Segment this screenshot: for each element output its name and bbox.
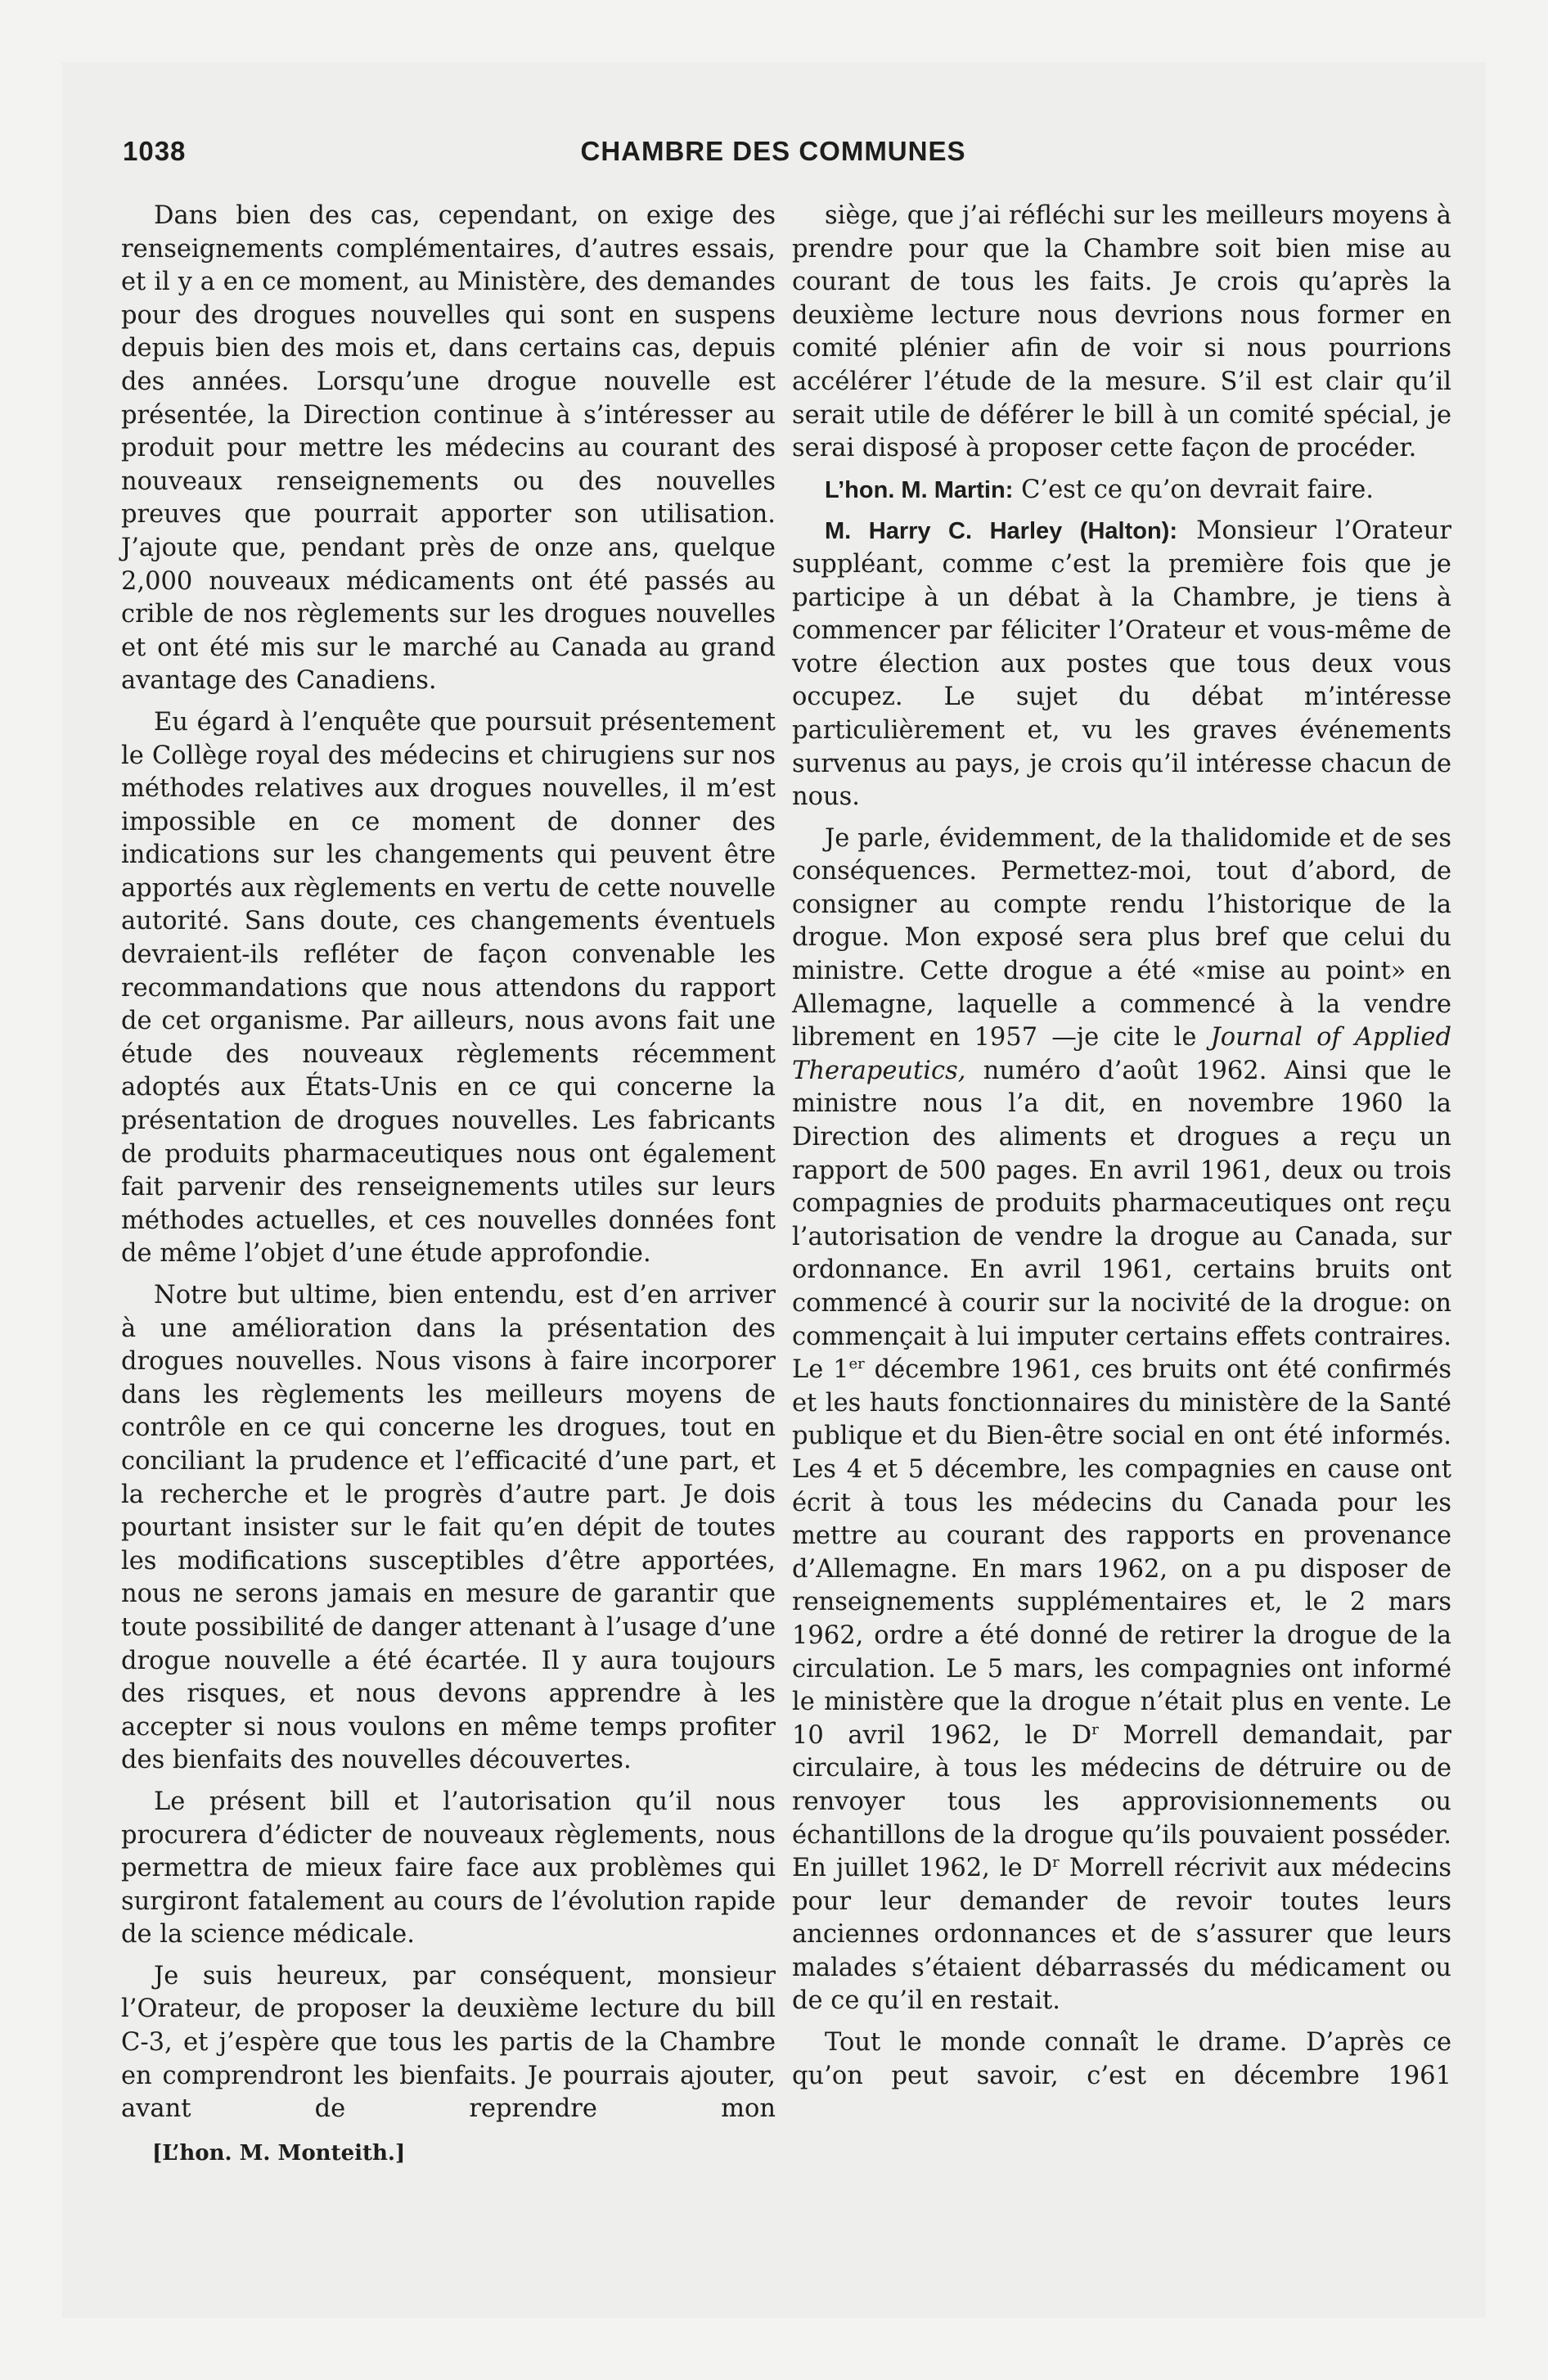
speech-text: C’est ce qu’on devrait faire.: [1021, 475, 1374, 504]
paragraph: siège, que j’ai réfléchi sur les meilleurs moyens à prendre pour que la Chambre soit bien mise au courant de tous les faits. Je crois qu’après la deuxième lecture nous devrions nous former en comité plénier afin de voir si nous pourrions accélérer l’étude de la mesure. S’il est clair qu’il serait utile de déférer le bill à un comité spécial, je serai disposé à proposer cette façon de procéder.: [792, 201, 1451, 463]
speaker-reference: [L’hon. M. Monteith.]: [152, 2141, 406, 2166]
paragraph: Le présent bill et l’autorisation qu’il nous procurera d’édicter de nouveaux règlements, nous permettra de mieux faire face aux problèmes qui surgiront fatalement au cours de l’évolution rapide de la science médicale.: [121, 1787, 776, 1950]
paragraph: Je suis heureux, par conséquent, monsieur l’Orateur, de proposer la deuxième lecture du bill C-3, et j’espère que tous les partis de la Chambre en comprendront les bienfaits. Je pourrais ajouter, avant de reprendre mon: [121, 1961, 776, 2124]
speech-text: numéro d’août 1962. Ainsi que le ministre nous l’a dit, en novembre 1960 la Direction des aliments et drogues a reçu un rapport de 500 pages. En avril 1961, deux ou trois compagnies de produits pharmaceutiques ont reçu l’autorisation de vendre la drogue au Canada, sur ordonnance. En avril 1961, certains bruits ont commencé à courir sur la nocivité de la drogue: on commençait à lui imputer certains effets contraires. Le 1: [792, 1056, 1451, 1385]
journal-title: Journal of Applied Therapeutics,: [792, 1023, 1451, 1085]
paragraph: Eu égard à l’enquête que poursuit présentement le Collège royal des médecins et chirugiens sur nos méthodes relatives aux drogues nouvelles, il m’est impossible en ce moment de donner des indications sur les changements qui peuvent être apportés aux règlements en vertu de cette nouvelle autorité. Sans doute, ces changements éventuels devraient-ils refléter de façon convenable les recommandations que nous attendons du rapport de cet organisme. Par ailleurs, nous avons fait une étude des nouveaux règlements récemment adoptés aux États-Unis en ce qui concerne la présentation de drogues nouvelles. Les fabricants de produits pharmaceutiques nous ont également fait parvenir des renseignements utiles sur leurs méthodes actuelles, et ces nouvelles données font de même l’objet d’une étude approfondie.: [121, 707, 776, 1269]
paragraph: Dans bien des cas, cependant, on exige des renseignements complémentaires, d’autres essais, et il y a en ce moment, au Ministère, des demandes pour des drogues nouvelles qui sont en suspens depuis bien des mois et, dans certains cas, depuis des années. Lorsqu’une drogue nouvelle est présentée, la Direction continue à s’intéresser au produit pour mettre les médecins au courant des nouveaux renseignements ou des nouvelles preuves que pourrait apporter son utilisation. J’ajoute que, pendant près de onze ans, quelque 2,000 nouveaux médicaments ont été passés au crible de nos règlements sur les drogues nouvelles et ont été mis sur le marché au Canada au grand avantage des Canadiens.: [121, 201, 776, 696]
right-column: [792, 200, 1451, 2101]
paragraph: [792, 515, 1451, 814]
speech-text: Monsieur l’Orateur suppléant, comme c’est la première fois que je participe à un débat à la Chambre, je tiens à commencer par féliciter l’Orateur et vous-même de votre élection aux postes que tous deux vous occupez. Le sujet du débat m’intéresse particulièrement et, vu les graves événements survenus au pays, je crois qu’il intéresse chacun de nous.: [792, 516, 1451, 812]
running-head: CHAMBRE DES COMMUNES: [580, 136, 966, 166]
paragraph: [792, 474, 1451, 507]
paragraph: Tout le monde connaît le drame. D’après ce qu’on peut savoir, c’est en décembre 1961: [792, 2028, 1451, 2090]
page-header: [123, 136, 1424, 172]
speech-text: Morrell récrivit aux médecins pour leur demander de revoir toutes leurs anciennes ordonnances et de s’assurer que leurs malades s’étaient débarrassés du médicament ou de ce qu’il en restait.: [792, 1854, 1452, 2016]
speaker-name: L’hon. M. Martin:: [825, 476, 1014, 503]
page-number: 1038: [123, 136, 187, 166]
paragraph: Notre but ultime, bien entendu, est d’en arriver à une amélioration dans la présentation des drogues nouvelles. Nous visons à faire incorporer dans les règlements les meilleurs moyens de contrôle en ce qui concerne les drogues, tout en conciliant la prudence et l’efficacité d’une part, et la recherche et le progrès d’autre part. Je dois pourtant insister sur le fait qu’en dépit de toutes les modifications susceptibles d’être apportées, nous ne serons jamais en mesure de garantir que toute possibilité de danger attenant à l’usage d’une drogue nouvelle a été écartée. Il y aura toujours des risques, et nous devons apprendre à les accepter si nous voulons en même temps profiter des bienfaits des nouvelles découvertes.: [121, 1281, 776, 1775]
speech-text: Je parle, évidemment, de la thalidomide et de ses conséquences. Permettez-moi, tout d’abord, de consigner au compte rendu l’historique de la drogue. Mon exposé sera plus bref que celui du ministre. Cette drogue a été «mise au point» en Allemagne, laquelle a commencé à la vendre librement en 1957 —je cite le: [792, 823, 1451, 1053]
left-column: [121, 200, 776, 2134]
title-superscript: r: [1091, 1720, 1099, 1738]
ordinal-superscript: er: [848, 1355, 865, 1373]
title-superscript: r: [1052, 1853, 1060, 1871]
speech-text: Morrell demandait, par circulaire, à tous les médecins de détruire ou de renvoyer tous les approvisionnements ou échantillons de la drogue qu’ils pouvaient posséder. En juillet 1962, le D: [792, 1720, 1451, 1883]
paragraph: [792, 823, 1451, 2018]
speaker-name: M. Harry C. Harley (Halton):: [825, 518, 1177, 545]
speech-text: décembre 1961, ces bruits ont été confirmés et les hauts fonctionnaires du ministère de la Santé publique et du Bien-être social en ont été informés. Les 4 et 5 décembre, les compagnies en cause ont écrit à tous les médecins du Canada pour les mettre au courant des rapports en provenance d’Allemagne. En mars 1962, on a pu disposer de renseignements supplémentaires et, le 2 mars 1962, ordre a été donné de retirer la drogue de la circulation. Le 5 mars, les compagnies ont informé le ministère que la drogue n’était plus en vente. Le 10 avril 1962, le D: [792, 1355, 1452, 1750]
